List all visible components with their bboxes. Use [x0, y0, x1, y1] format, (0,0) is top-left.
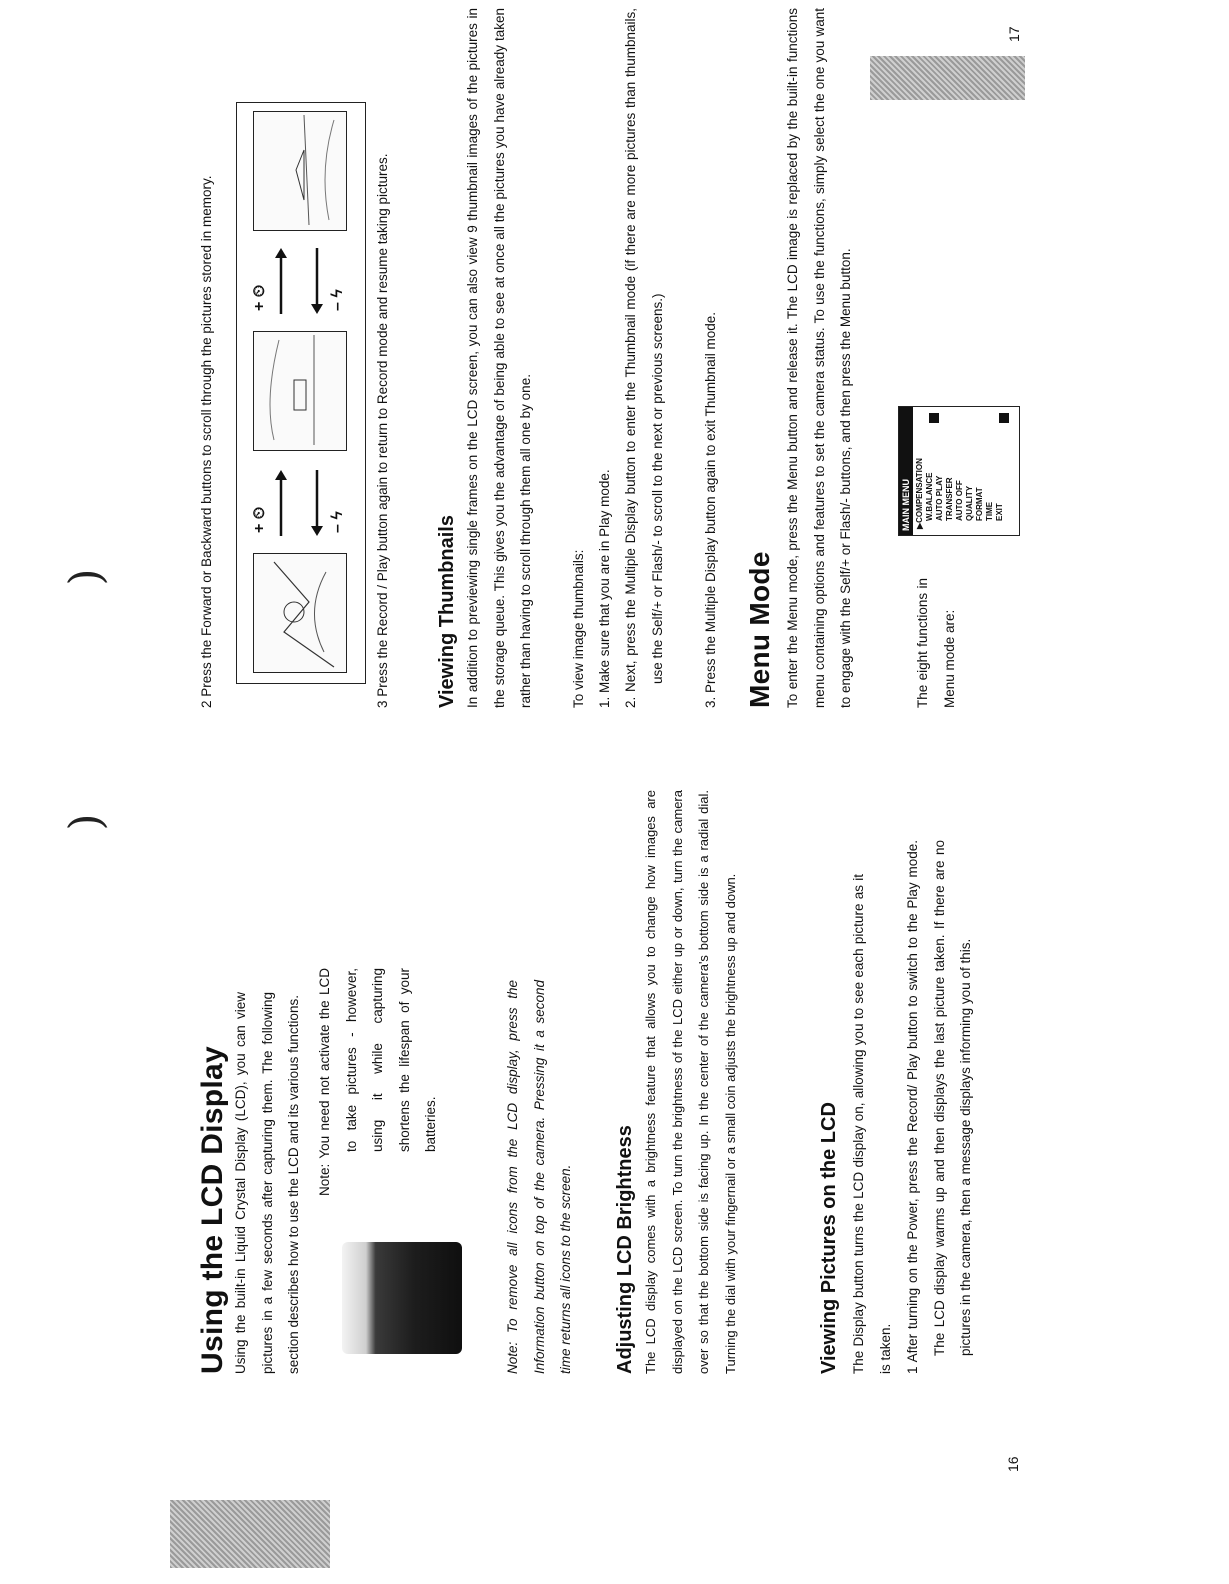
backward-label-2: – ϟ	[329, 289, 346, 311]
page-number-16: 16	[1005, 1456, 1021, 1472]
menu-item: TRANSFER	[945, 477, 954, 521]
menu-item: ▶COMPENSATION	[915, 458, 924, 529]
thumb-step-2: 2. Next, press the Multiple Display button to enter the Thumbnail mode (if there are more pictures than thumbnails, use the Self/+ or Flash/- to scroll to the next or previous screens.)	[623, 8, 665, 708]
section-title-viewing: Viewing Pictures on the LCD	[818, 1102, 840, 1374]
scroll-up-icon	[929, 413, 939, 423]
lcd-navigation-diagram	[236, 102, 366, 684]
menu-item: W.BALANCE	[925, 472, 934, 521]
page-16	[0, 792, 1229, 1584]
arrow-right-2-icon	[273, 246, 289, 316]
section-title-menu: Menu Mode	[744, 551, 775, 708]
camera-photo	[342, 1242, 462, 1354]
menu-item: AUTO PLAY	[935, 475, 944, 521]
thumb-step-1: 1. Make sure that you are in Play mode.	[597, 469, 612, 708]
thumbnails-paragraph: In addition to previewing single frames on the LCD screen, you can also view 9 thumbnail images of the pictures in the storage queue. This gives you the advantage of being able to see at once all the pictures you have already taken rather than having to scroll through them all one by one.	[465, 8, 533, 708]
menu-item: AUTO OFF	[955, 480, 964, 521]
forward-label-1: + ⏲	[251, 506, 268, 533]
step-3: 3 Press the Record / Play button again to return to Record mode and resume taking pictures.	[375, 153, 390, 708]
section-title-thumbnails: Viewing Thumbnails	[436, 515, 458, 708]
note-batteries: Note: You need not activate the LCD to take pictures - however, using it while capturing shortens the lifespan of your batteries.	[317, 968, 438, 1196]
menu-caption: The eight functions in Menu mode are:	[915, 578, 957, 708]
thumbnails-lead: To view image thumbnails:	[571, 549, 586, 708]
page-number-17: 17	[1006, 26, 1022, 42]
arrow-left-1-icon	[309, 468, 325, 538]
arrow-left-2-icon	[309, 246, 325, 316]
main-menu-screenshot	[898, 406, 1020, 536]
menu-item: TIME	[985, 501, 994, 521]
section-title-brightness: Adjusting LCD Brightness	[614, 1125, 636, 1374]
brightness-paragraph: The LCD display comes with a brightness feature that allows you to change how images are displayed on the LCD screen. To turn the brightness of the LCD either up or down, turn the camera over so that the bottom side is facing up. In the center of the camera's bottom side is a radial dial. Turning the dial with your fingernail or a small coin adjusts the brightness up and down.	[643, 790, 738, 1374]
forward-label-2: + ⏲	[251, 284, 268, 311]
crop-mark-left: )	[60, 813, 112, 831]
lcd-screen-3	[253, 111, 347, 231]
crop-mark-right: )	[60, 568, 112, 586]
menu-paragraph: To enter the Menu mode, press the Menu button and release it. The LCD image is replaced by the built-in functions menu containing options and features to set the camera status. To use the functions, simply select the one you want to engage with the Self/+ or Flash/- buttons, and then press the Menu button.	[785, 8, 853, 708]
backward-label-1: – ϟ	[329, 511, 346, 533]
step-1: 1 After turning on the Power, press the Record/ Play button to switch to the Play mode. The LCD display warms up and then displays the last picture taken. If there are no pictures in the camera, then a message displays informing you of this.	[905, 840, 973, 1374]
menu-item: QUALITY	[965, 485, 974, 521]
scroll-down-icon	[999, 413, 1009, 423]
note-information-button: Note: To remove all icons from the LCD display, press the Information button on top of the camera. Pressing it a second time returns all icons to the screen.	[505, 980, 573, 1374]
step-2: 2 Press the Forward or Backward buttons to scroll through the pictures stored in memory.	[199, 175, 214, 708]
page-title: Using the LCD Display	[196, 1045, 229, 1374]
lcd-screen-1	[253, 553, 347, 673]
intro-paragraph: Using the built-in Liquid Crystal Display (LCD), you can view pictures in a few seconds after capturing them. The following section describes how to use the LCD and its various functions.	[233, 992, 301, 1374]
menu-item: EXIT	[995, 503, 1004, 521]
arrow-right-1-icon	[273, 468, 289, 538]
viewing-paragraph: The Display button turns the LCD display on, allowing you to see each picture as it is taken.	[851, 874, 893, 1374]
main-menu-header: MAIN MENU	[899, 407, 913, 535]
lcd-screen-2	[253, 331, 347, 451]
thumb-step-3: 3. Press the Multiple Display button again to exit Thumbnail mode.	[703, 312, 718, 708]
menu-item: FORMAT	[975, 487, 984, 521]
